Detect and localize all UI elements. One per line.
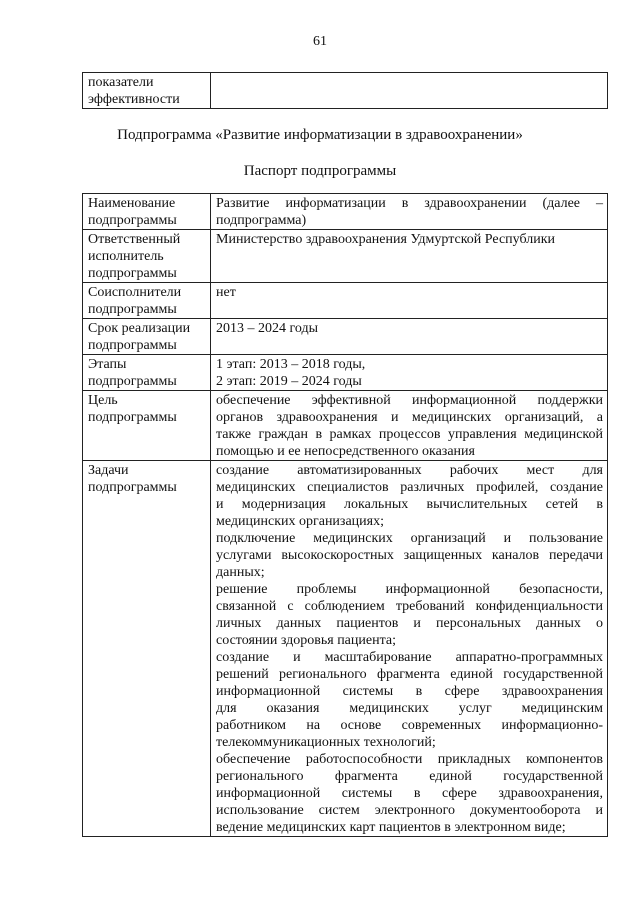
row-value [211, 283, 608, 319]
label-line: исполнитель [88, 249, 164, 264]
value-line: органов здравоохранения и медицинских организаций, а [216, 410, 603, 425]
row-value [211, 461, 608, 837]
value-line: решений регионального фрагмента единой государственной [216, 667, 603, 682]
value-line: медицинских специалистов различных профилей, создание [216, 480, 603, 495]
row-value [211, 355, 608, 391]
value-line: состоянии здоровья пациента; [216, 633, 396, 648]
row-label [83, 355, 211, 391]
value-line: личных данных пациентов и персональных данных о [216, 616, 603, 631]
value-line: использование систем электронного документооборота и [216, 803, 603, 818]
value-line: информационной системы в сфере здравоохранения [216, 684, 603, 699]
subprogram-title: Подпрограмма «Развитие информатизации в здравоохранении» [117, 127, 523, 143]
row-label [83, 230, 211, 283]
row-stages [83, 355, 608, 391]
value-line: связанной с соблюдением требований конфиденциальности [216, 599, 603, 614]
efficiency-indicators-value [211, 73, 608, 109]
value-line: 2013 – 2024 годы [216, 321, 319, 336]
value-line: информационной системы в сфере здравоохранения, [216, 786, 603, 801]
value-line: помощью и ее непосредственного оказания [216, 444, 475, 459]
value-line: для оказания медицинских услуг медицинским [216, 701, 603, 716]
value-line: медицинских организациях; [216, 514, 384, 529]
label-line: Наименование [88, 196, 176, 211]
label-line: подпрограммы [88, 480, 177, 495]
row-value [211, 230, 608, 283]
row-executor [83, 230, 608, 283]
value-line: телекоммуникационных технологий; [216, 735, 436, 750]
efficiency-indicators-table [82, 72, 608, 109]
value-line: создание автоматизированных рабочих мест для [216, 463, 603, 478]
value-line: ведение медицинских карт пациентов в электронном виде; [216, 820, 566, 835]
row-value [211, 319, 608, 355]
label-line: подпрограммы [88, 410, 177, 425]
value-line: обеспечение работоспособности прикладных компонентов [216, 752, 603, 767]
label-line: Задачи [88, 463, 129, 478]
label-line: Соисполнители [88, 285, 182, 300]
row-label [83, 391, 211, 461]
row-term [83, 319, 608, 355]
value-line: 1 этап: 2013 – 2018 годы, [216, 357, 366, 372]
value-line: Министерство здравоохранения Удмуртской Республики [216, 232, 556, 247]
label-line: Ответственный [88, 232, 181, 247]
label-line: Цель [88, 393, 118, 408]
label-line: подпрограммы [88, 374, 177, 389]
label-line: показатели [88, 75, 154, 90]
row-label [83, 319, 211, 355]
value-line: регионального фрагмента единой государственной [216, 769, 603, 784]
label-line: подпрограммы [88, 302, 177, 317]
passport-title: Паспорт подпрограммы [243, 163, 397, 179]
value-line: подключение медицинских организаций и пользование [216, 531, 603, 546]
value-line: услугами высокоскоростных защищенных каналов передачи [216, 548, 603, 563]
value-line: данных; [216, 565, 265, 580]
row-name [83, 194, 608, 230]
row-value [211, 194, 608, 230]
label-line: подпрограммы [88, 338, 177, 353]
value-line: создание и масштабирование аппаратно-программных [216, 650, 603, 665]
value-line: обеспечение эффективной информационной поддержки [216, 393, 603, 408]
efficiency-indicators-label [83, 73, 211, 109]
label-line: эффективности [88, 92, 180, 107]
row-label [83, 461, 211, 837]
row-tasks [83, 461, 608, 837]
row-value [211, 391, 608, 461]
value-line: работником на основе современных информационно- [216, 718, 603, 733]
value-line: нет [216, 285, 236, 300]
row-coexecutors [83, 283, 608, 319]
value-line: подпрограмма) [216, 213, 307, 228]
label-line: подпрограммы [88, 213, 177, 228]
label-line: подпрограммы [88, 266, 177, 281]
passport-table [82, 193, 608, 837]
page-number: 61 [313, 34, 327, 49]
value-line: решение проблемы информационной безопасности, [216, 582, 603, 597]
value-line: также граждан в рамках процессов управления медицинской [216, 427, 603, 442]
value-line: Развитие информатизации в здравоохранении (далее – [216, 196, 603, 211]
row-label [83, 283, 211, 319]
label-line: Срок реализации [88, 321, 191, 336]
row-label [83, 194, 211, 230]
value-line: и модернизация локальных вычислительных сетей в [216, 497, 603, 512]
value-line: 2 этап: 2019 – 2024 годы [216, 374, 362, 389]
row-goal [83, 391, 608, 461]
label-line: Этапы [88, 357, 127, 372]
